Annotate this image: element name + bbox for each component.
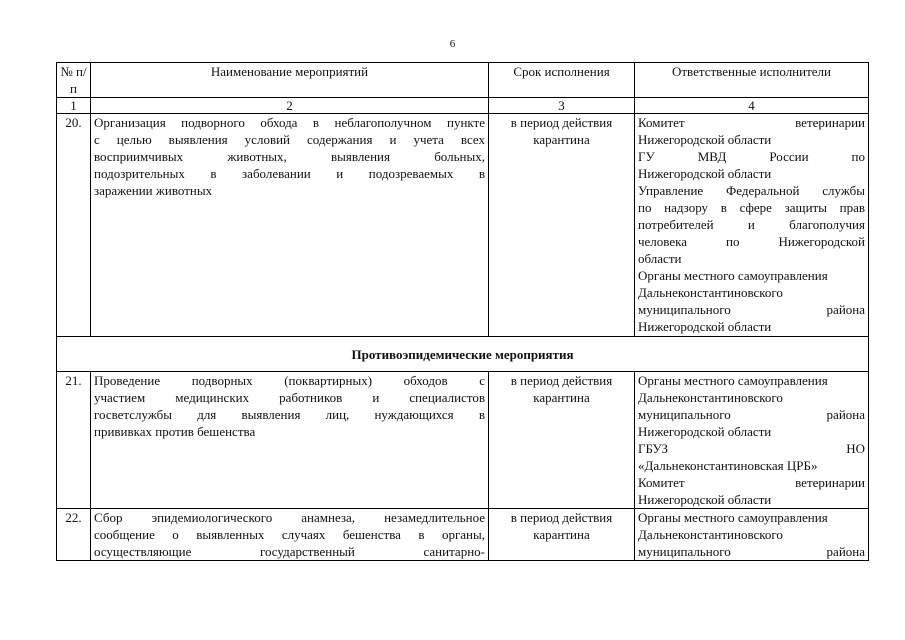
header-measures: Наименование мероприятий: [91, 63, 489, 98]
text-line: Комитет ветеринарии: [638, 475, 865, 490]
text-line: Управление Федеральной службы: [638, 183, 865, 198]
text-line: Нижегородской области: [638, 319, 772, 334]
text-line: Проведение подворных (поквартирных) обходов с: [94, 373, 485, 388]
text-line: сообщение о выявленных случаях бешенства в органы,: [94, 527, 485, 542]
section-title: Противоэпидемические мероприятия: [57, 337, 869, 372]
deadline-text: в период действия карантина: [489, 114, 635, 337]
text-line: Организация подворного обхода в неблагополучном пункте: [94, 115, 485, 130]
text-line: Нижегородской области: [638, 424, 772, 439]
executors-text: [635, 114, 869, 337]
header-executors: Ответственные исполнители: [635, 63, 869, 98]
text-line: области: [638, 251, 682, 266]
row-number: 21.: [57, 372, 91, 509]
header-deadline: Срок исполнения: [489, 63, 635, 98]
text-line: заражении животных: [94, 183, 213, 198]
text-line: госветслужбы для выявления лиц, нуждающихся в: [94, 407, 485, 422]
measures-table: [56, 62, 869, 561]
text-line: с целью выявления условий содержания и учета всех: [94, 132, 485, 147]
deadline-text: в период действия карантина: [489, 372, 635, 509]
text-line: Органы местного самоуправления: [638, 268, 828, 283]
column-number: 3: [489, 98, 635, 114]
text-line: участием медицинских работников и специалистов: [94, 390, 485, 405]
text-line: муниципального района: [638, 407, 865, 422]
text-line: ГБУЗ НО: [638, 441, 865, 456]
column-number: 2: [91, 98, 489, 114]
text-line: «Дальнеконстантиновская ЦРБ»: [638, 458, 818, 473]
table-row: [57, 114, 869, 337]
text-line: Органы местного самоуправления: [638, 510, 828, 525]
text-line: Дальнеконстантиновского: [638, 285, 783, 300]
text-line: ГУ МВД России по: [638, 149, 865, 164]
text-line: Нижегородской области: [638, 492, 772, 507]
text-line: Сбор эпидемиологического анамнеза, незамедлительное: [94, 510, 485, 525]
text-line: Дальнеконстантиновского: [638, 390, 783, 405]
executors-text: [635, 372, 869, 509]
executors-text: [635, 509, 869, 561]
text-line: муниципального района: [638, 544, 865, 559]
section-row: [57, 337, 869, 372]
text-line: прививках против бешенства: [94, 424, 256, 439]
measure-text: [91, 509, 489, 561]
table-row: [57, 509, 869, 561]
row-number: 20.: [57, 114, 91, 337]
page-number: 6: [449, 38, 456, 50]
row-number: 22.: [57, 509, 91, 561]
column-number: 4: [635, 98, 869, 114]
table-header-row: [57, 63, 869, 98]
measure-text: [91, 114, 489, 337]
text-line: восприимчивых животных, выявления больных,: [94, 149, 485, 164]
text-line: потребителей и благополучия: [638, 217, 865, 232]
column-number: 1: [57, 98, 91, 114]
text-line: Комитет ветеринарии: [638, 115, 865, 130]
deadline-text: в период действия карантина: [489, 509, 635, 561]
text-line: Органы местного самоуправления: [638, 373, 828, 388]
text-line: по надзору в сфере защиты прав: [638, 200, 865, 215]
text-line: Нижегородской области: [638, 132, 772, 147]
column-number-row: [57, 98, 869, 114]
measure-text: [91, 372, 489, 509]
text-line: человека по Нижегородской: [638, 234, 865, 249]
text-line: подозрительных в заболевании и подозреваемых в: [94, 166, 485, 181]
table-row: [57, 372, 869, 509]
text-line: Дальнеконстантиновского: [638, 527, 783, 542]
header-number: № п/п: [57, 63, 91, 98]
text-line: муниципального района: [638, 302, 865, 317]
text-line: Нижегородской области: [638, 166, 772, 181]
text-line: осуществляющие государственный санитарно-: [94, 544, 485, 559]
